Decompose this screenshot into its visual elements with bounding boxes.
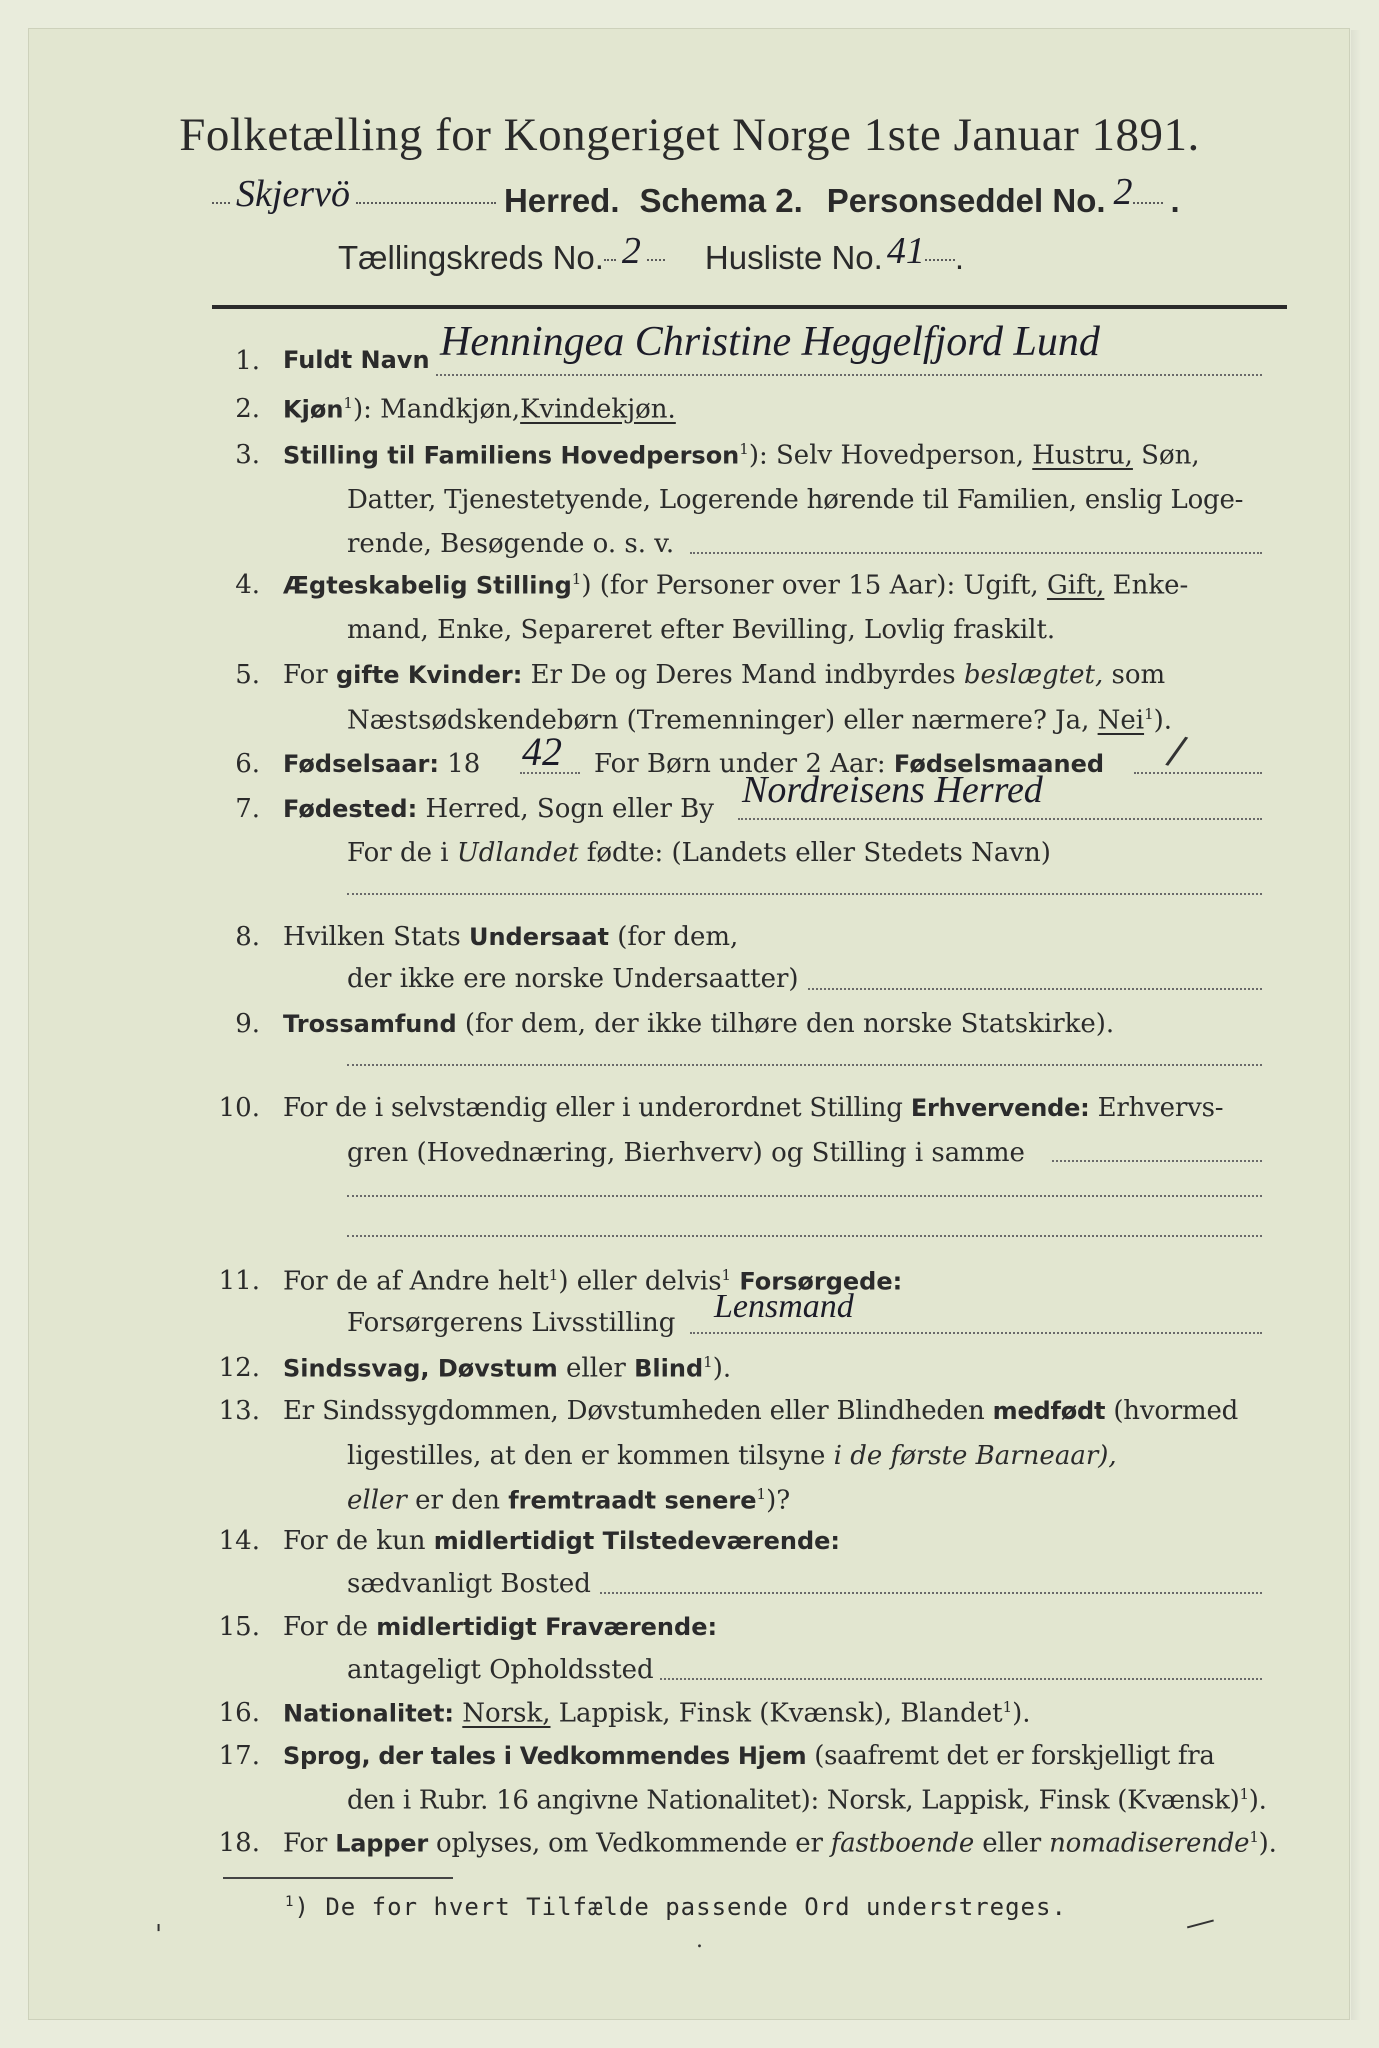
q1-name-answer: Henningea Christine Heggelfjord Lund	[440, 319, 1100, 365]
pencil-mark: .	[696, 1928, 703, 1953]
q1-label: Fuldt Navn	[283, 346, 430, 374]
herred-value: Skjervö	[236, 173, 350, 215]
header-herred-line: Skjervö Herred. Schema 2. Personseddel No. 2 .	[212, 178, 1180, 222]
q4-selected: Gift,	[1046, 570, 1105, 601]
footnote-rule	[223, 1877, 453, 1879]
header-kreds-line: Tællingskreds No. 2 Husliste No. 41 .	[338, 230, 964, 276]
q3-selected: Hustru,	[1032, 440, 1133, 471]
q6-birthyear-answer: 42	[522, 729, 562, 774]
husliste-label: Husliste No.	[704, 239, 883, 276]
q2-selected: Kvindekjøn.	[520, 394, 676, 425]
header-rule	[212, 305, 1287, 309]
q11-provider-answer: Lensmand	[714, 1288, 854, 1325]
pencil-mark: '	[155, 1920, 163, 1950]
q5-selected: Nei	[1097, 705, 1145, 736]
personseddel-value: 2	[1113, 171, 1133, 213]
page-edge	[1351, 30, 1361, 2020]
pencil-mark: —	[1180, 1901, 1220, 1944]
kreds-value: 2	[621, 230, 641, 272]
form-title: Folketælling for Kongeriget Norge 1ste Januar 1891.	[179, 109, 1200, 161]
personseddel-label: Personseddel No.	[826, 182, 1106, 219]
herred-label: Herred.	[503, 182, 620, 219]
q16-selected: Norsk,	[462, 1698, 551, 1729]
q7-birthplace-answer: Nordreisens Herred	[742, 769, 1043, 811]
husliste-value: 41	[886, 230, 925, 272]
kreds-label: Tællingskreds No.	[338, 239, 604, 276]
footnote: $^1$) De for hvert Tilfælde passende Ord understreges.	[285, 1893, 1067, 1921]
schema-label: Schema 2.	[639, 182, 803, 219]
